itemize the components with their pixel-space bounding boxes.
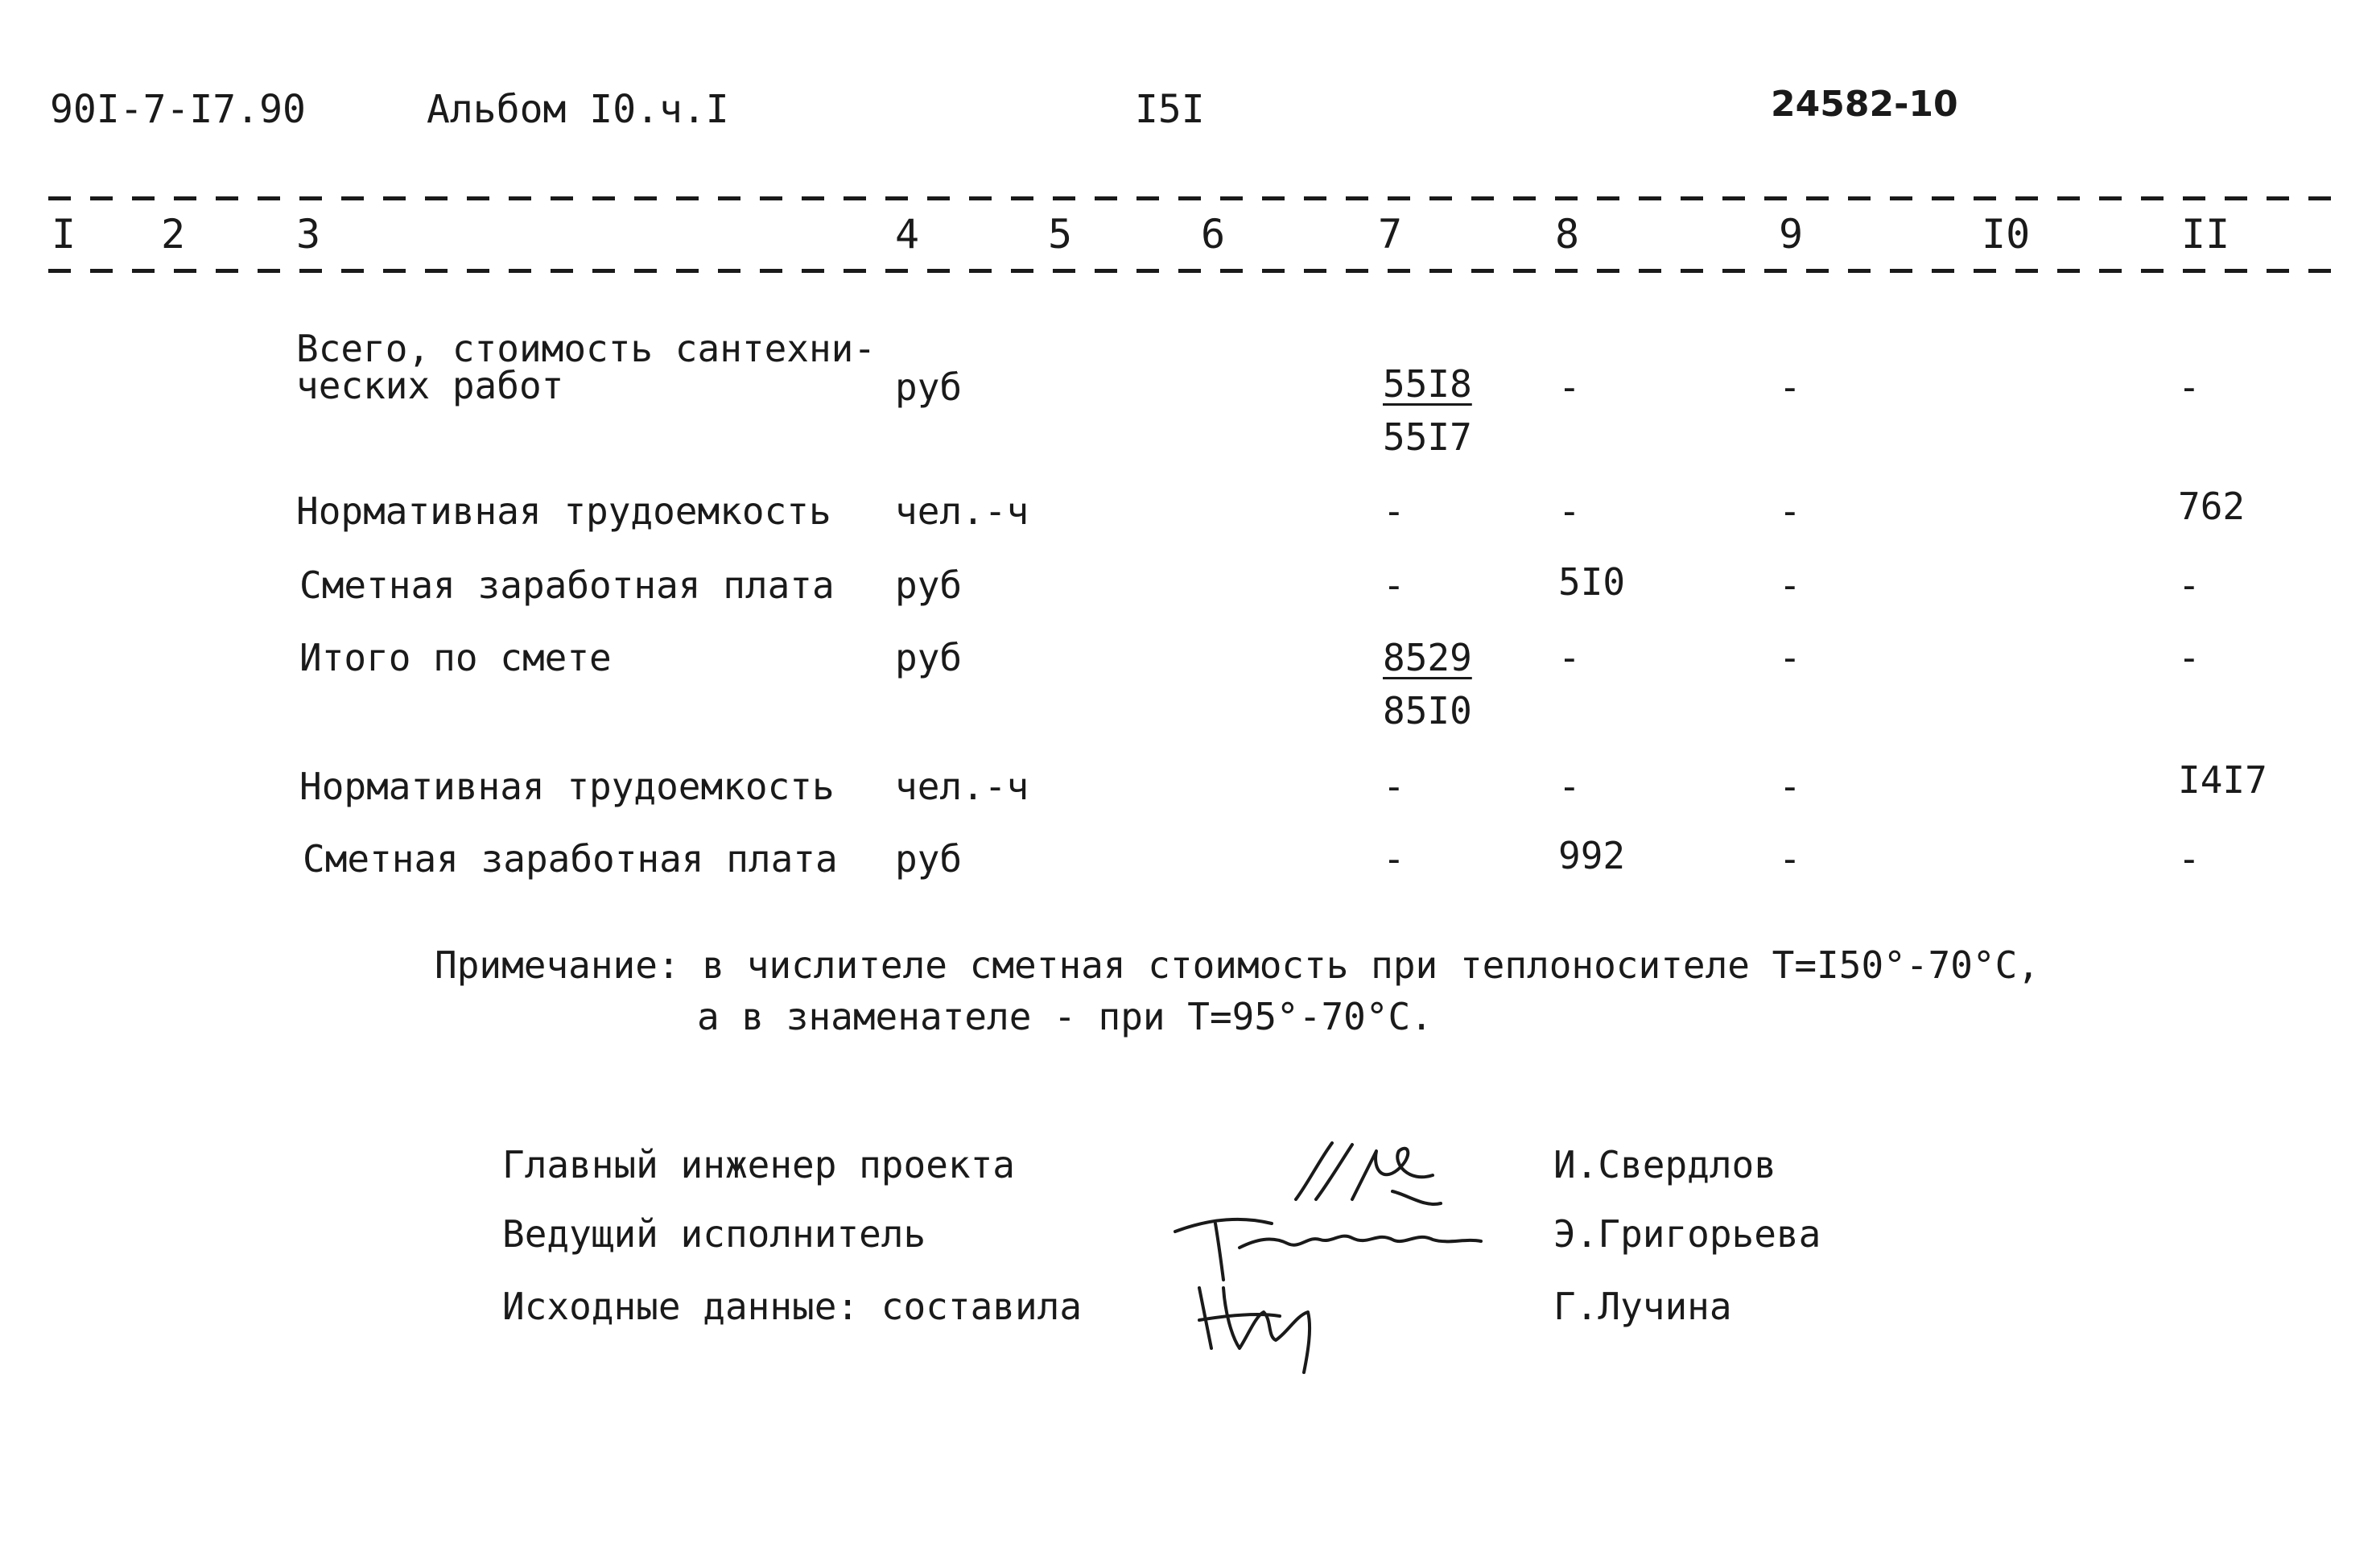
inventory-stamp: 24582-10: [1771, 84, 1958, 125]
column-number-9: 9: [1779, 211, 1804, 258]
row-5-name: Нормативная трудоемкость: [299, 765, 835, 808]
signature-role-3: Исходные данные: составила: [502, 1285, 1083, 1328]
row-5-col11: I4I7: [2178, 758, 2267, 802]
row-4-col9: -: [1779, 636, 1801, 679]
row-1-col9: -: [1779, 365, 1801, 409]
row-2-name: Нормативная трудоемкость: [296, 489, 831, 533]
row-4-col8: -: [1558, 636, 1581, 679]
signature-name-2: Э.Григорьева: [1553, 1212, 1821, 1256]
column-number-8: 8: [1555, 211, 1580, 258]
column-number-5: 5: [1048, 211, 1073, 258]
row-5-col9: -: [1779, 765, 1801, 808]
row-6-name: Сметная заработная плата: [303, 837, 838, 881]
row-5-col7: -: [1383, 765, 1405, 808]
row-1-col8: -: [1558, 365, 1581, 409]
column-number-6: 6: [1201, 211, 1226, 258]
signature-role-2: Ведущий исполнитель: [502, 1212, 926, 1256]
note-line-1: Примечание: в числителе сметная стоимость при теплоносителе Т=I50°-70°С,: [435, 943, 2040, 987]
document-code: 90I-7-I7.90: [50, 87, 306, 132]
row-4-col7-numerator: 8529: [1383, 636, 1472, 679]
row-3-col8: 5I0: [1558, 560, 1626, 604]
row-4-col11: -: [2178, 636, 2201, 679]
row-3-col11: -: [2178, 563, 2201, 607]
row-4-name: Итого по смете: [299, 636, 612, 679]
row-2-col11: 762: [2178, 485, 2246, 528]
row-6-col8: 992: [1558, 834, 1626, 877]
column-number-3: 3: [296, 211, 321, 258]
row-5-col8: -: [1558, 765, 1581, 808]
row-3-col9: -: [1779, 563, 1801, 607]
column-number-1: I: [52, 211, 76, 258]
row-5-unit: чел.-ч: [895, 765, 1029, 808]
top-dashed-rule: [48, 196, 2350, 200]
row-2-col7: -: [1383, 489, 1405, 533]
handwritten-signature-3: [1175, 1272, 1352, 1376]
row-1-name-line-1: Всего, стоимость сантехни-: [296, 327, 877, 370]
row-1-name-line-2: ческих работ: [296, 364, 564, 407]
row-4-col7-denominator: 85I0: [1383, 689, 1472, 732]
row-3-col7: -: [1383, 563, 1405, 607]
row-2-col8: -: [1558, 489, 1581, 533]
signature-name-1: И.Свердлов: [1553, 1143, 1776, 1186]
page-number: I5I: [1135, 87, 1205, 132]
column-number-4: 4: [895, 211, 920, 258]
row-1-col7-numerator: 55I8: [1383, 362, 1472, 406]
row-6-unit: руб: [895, 837, 963, 881]
note-line-2: а в знаменателе - при Т=95°-70°С.: [697, 995, 1433, 1038]
row-1-col11: -: [2178, 365, 2201, 409]
column-number-11: II: [2181, 211, 2230, 258]
row-2-unit: чел.-ч: [895, 489, 1029, 533]
row-3-name: Сметная заработная плата: [299, 563, 835, 607]
column-number-10: I0: [1982, 211, 2031, 258]
row-1-col7-denominator: 55I7: [1383, 415, 1472, 459]
column-number-2: 2: [161, 211, 186, 258]
signature-role-1: Главный инженер проекта: [502, 1143, 1015, 1186]
row-6-col9: -: [1779, 837, 1801, 881]
album-label: Альбом I0.ч.I: [427, 87, 729, 132]
row-6-col7: -: [1383, 837, 1405, 881]
row-4-unit: руб: [895, 636, 963, 679]
row-1-unit: руб: [895, 365, 963, 409]
signature-name-3: Г.Лучина: [1553, 1285, 1732, 1328]
row-6-col11: -: [2178, 837, 2201, 881]
bottom-dashed-rule: [48, 269, 2350, 273]
row-2-col9: -: [1779, 489, 1801, 533]
column-number-7: 7: [1378, 211, 1403, 258]
row-3-unit: руб: [895, 563, 963, 607]
